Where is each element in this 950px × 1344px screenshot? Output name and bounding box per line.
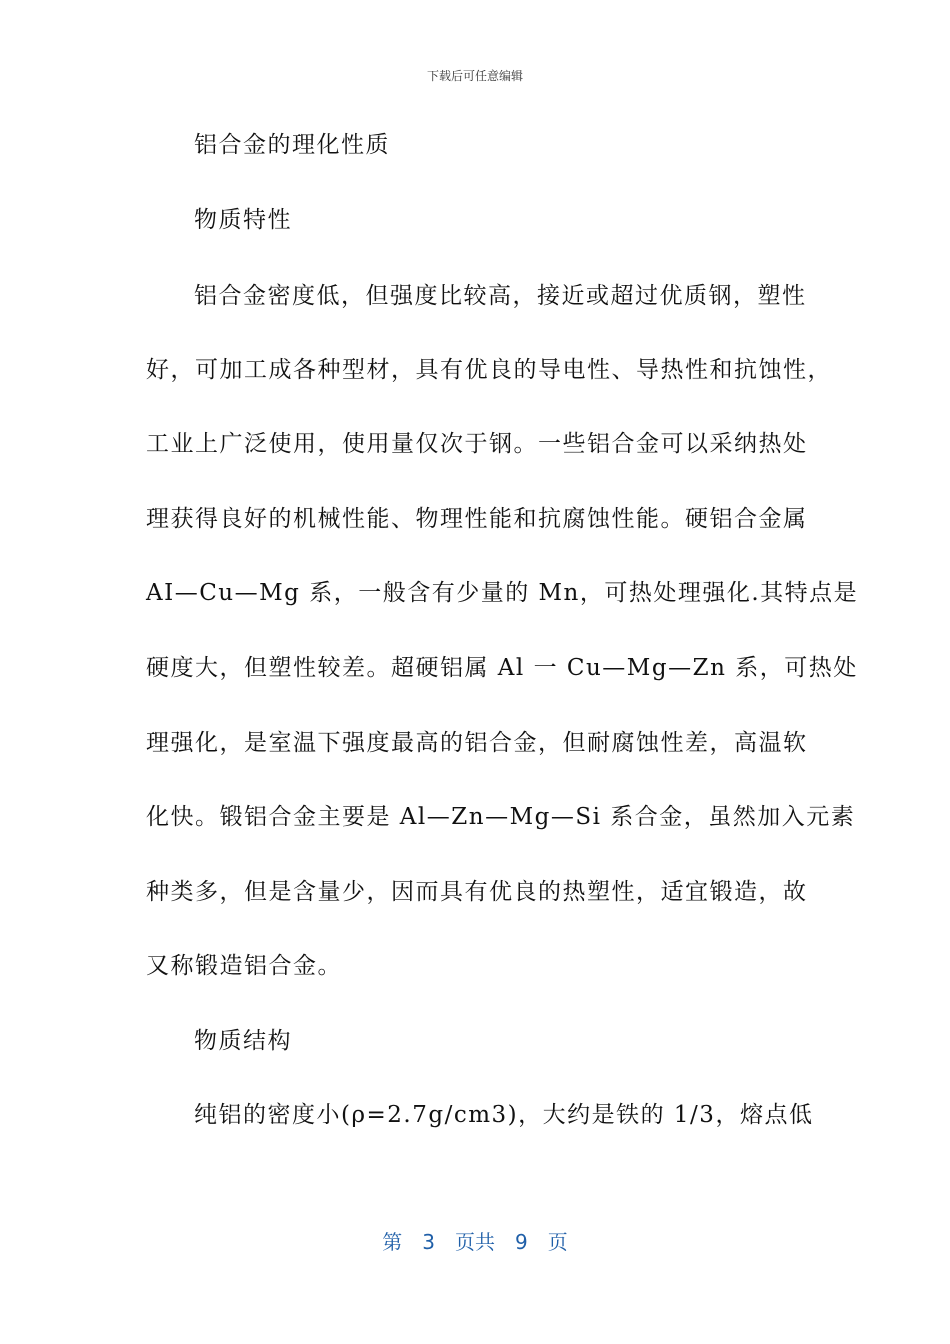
- paragraph-line: 理获得良好的机械性能、物理性能和抗腐蚀性能。硬铝合金属: [146, 506, 808, 532]
- paragraph-line: 种类多，但是含量少，因而具有优良的热塑性，适宜锻造，故: [146, 879, 808, 905]
- paragraph-line: 好，可加工成各种型材，具有优良的导电性、导热性和抗蚀性，: [146, 357, 832, 383]
- footer-current-page: 3: [422, 1230, 435, 1254]
- footer-total-pages: 9: [515, 1230, 528, 1254]
- section-heading-properties: 物质特性: [194, 207, 292, 233]
- paragraph-line: 纯铝的密度小(ρ=2.7g/cm3)，大约是铁的 1/3，熔点低: [194, 1102, 814, 1128]
- footer-page-label: 第: [382, 1230, 403, 1254]
- paragraph-line: 硬度大，但塑性较差。超硬铝属 Al 一 Cu—Mg—Zn 系，可热处: [146, 655, 858, 681]
- page-header: 下载后可任意编辑: [426, 69, 523, 83]
- paragraph-line: 化快。锻铝合金主要是 Al—Zn—Mg—Si 系合金，虽然加入元素: [146, 804, 856, 830]
- paragraph-line: AI—Cu—Mg 系，一般含有少量的 Mn，可热处理强化.其特点是: [146, 580, 859, 606]
- section-heading-structure: 物质结构: [194, 1028, 292, 1054]
- footer-end-label: 页: [547, 1230, 568, 1254]
- paragraph-line: 铝合金密度低，但强度比较高，接近或超过优质钢，塑性: [194, 283, 807, 309]
- footer-of-label: 页共: [455, 1230, 495, 1254]
- paragraph-line: 工业上广泛使用，使用量仅次于钢。一些铝合金可以采纳热处: [146, 431, 808, 457]
- paragraph-line: 又称锻造铝合金。: [146, 953, 342, 979]
- document-title: 铝合金的理化性质: [194, 132, 390, 158]
- paragraph-line: 理强化，是室温下强度最高的铝合金，但耐腐蚀性差，高温软: [146, 730, 808, 756]
- page-footer: [0, 1226, 950, 1255]
